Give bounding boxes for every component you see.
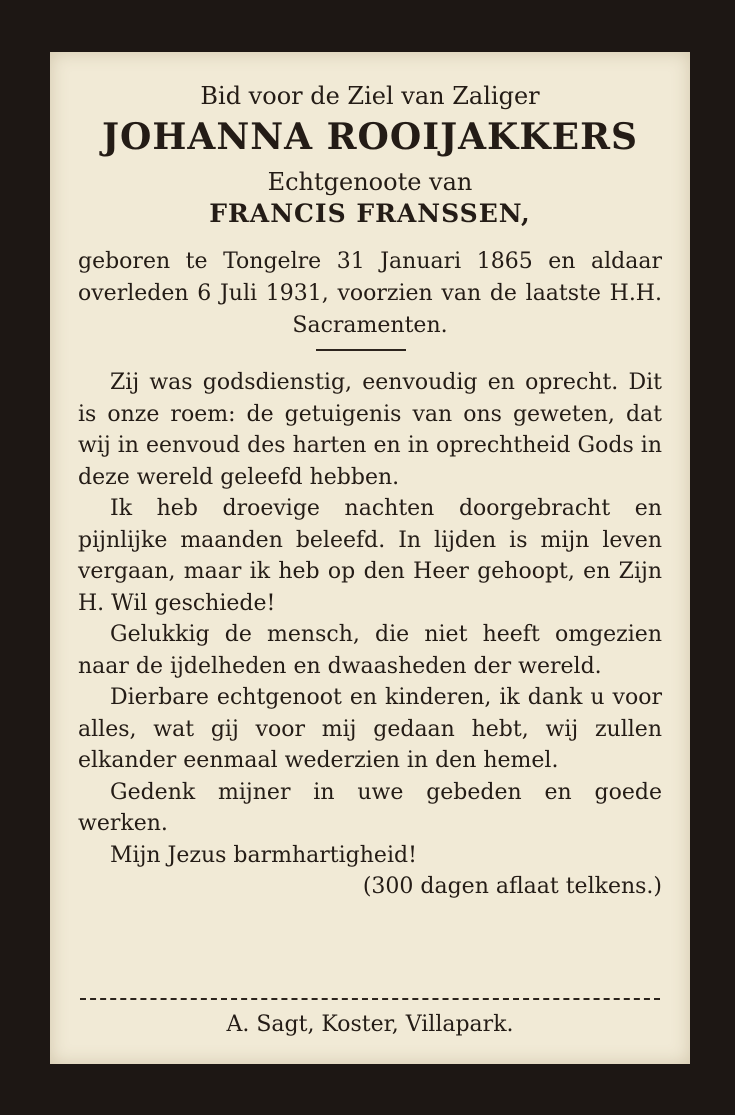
paragraph: Gedenk mijner in uwe gebeden en goede werken. <box>78 779 662 836</box>
verse-text <box>78 367 662 903</box>
short-divider <box>316 349 406 351</box>
paragraph: Dierbare echtgenoot en kinderen, ik dank u voor alles, wat gij voor mij gedaan hebt, wij zullen elkander eenmaal wederzien in den hemel. <box>78 685 662 773</box>
biography-text: geboren te Tongelre 31 Januari 1865 en aldaar overleden 6 Juli 1931, voorzien van de laatste H.H. Sacramenten. <box>78 249 662 338</box>
long-divider <box>80 998 660 1000</box>
paragraph: Mijn Jezus barmhartigheid! <box>110 842 417 868</box>
spouse-label: Echtgenoote van <box>267 168 473 196</box>
pray-line: Bid voor de Ziel van Zaliger <box>200 82 540 110</box>
paragraph: Gelukkig de mensch, die niet heeft omgezien naar de ijdelheden en dwaasheden der wereld. <box>78 622 662 679</box>
paragraph: Ik heb droevige nachten doorgebracht en pijnlijke maanden beleefd. In lijden is mijn leven vergaan, maar ik heb op den Heer gehoopt, en Zijn H. Wil geschiede! <box>78 496 662 616</box>
printer-credit: A. Sagt, Koster, Villapark. <box>226 1012 514 1037</box>
deceased-name: JOHANNA ROOIJAKKERS <box>102 116 638 158</box>
spouse-name: FRANCIS FRANSSEN, <box>209 199 531 228</box>
memorial-card-paper <box>50 52 690 1064</box>
indulgence-note: (300 dagen aflaat telkens.) <box>362 874 662 899</box>
paragraph: Zij was godsdienstig, eenvoudig en oprecht. Dit is onze roem: de getuigenis van ons geweten, dat wij in eenvoud des harten en in oprechtheid Gods in deze wereld geleefd hebben. <box>78 370 662 490</box>
